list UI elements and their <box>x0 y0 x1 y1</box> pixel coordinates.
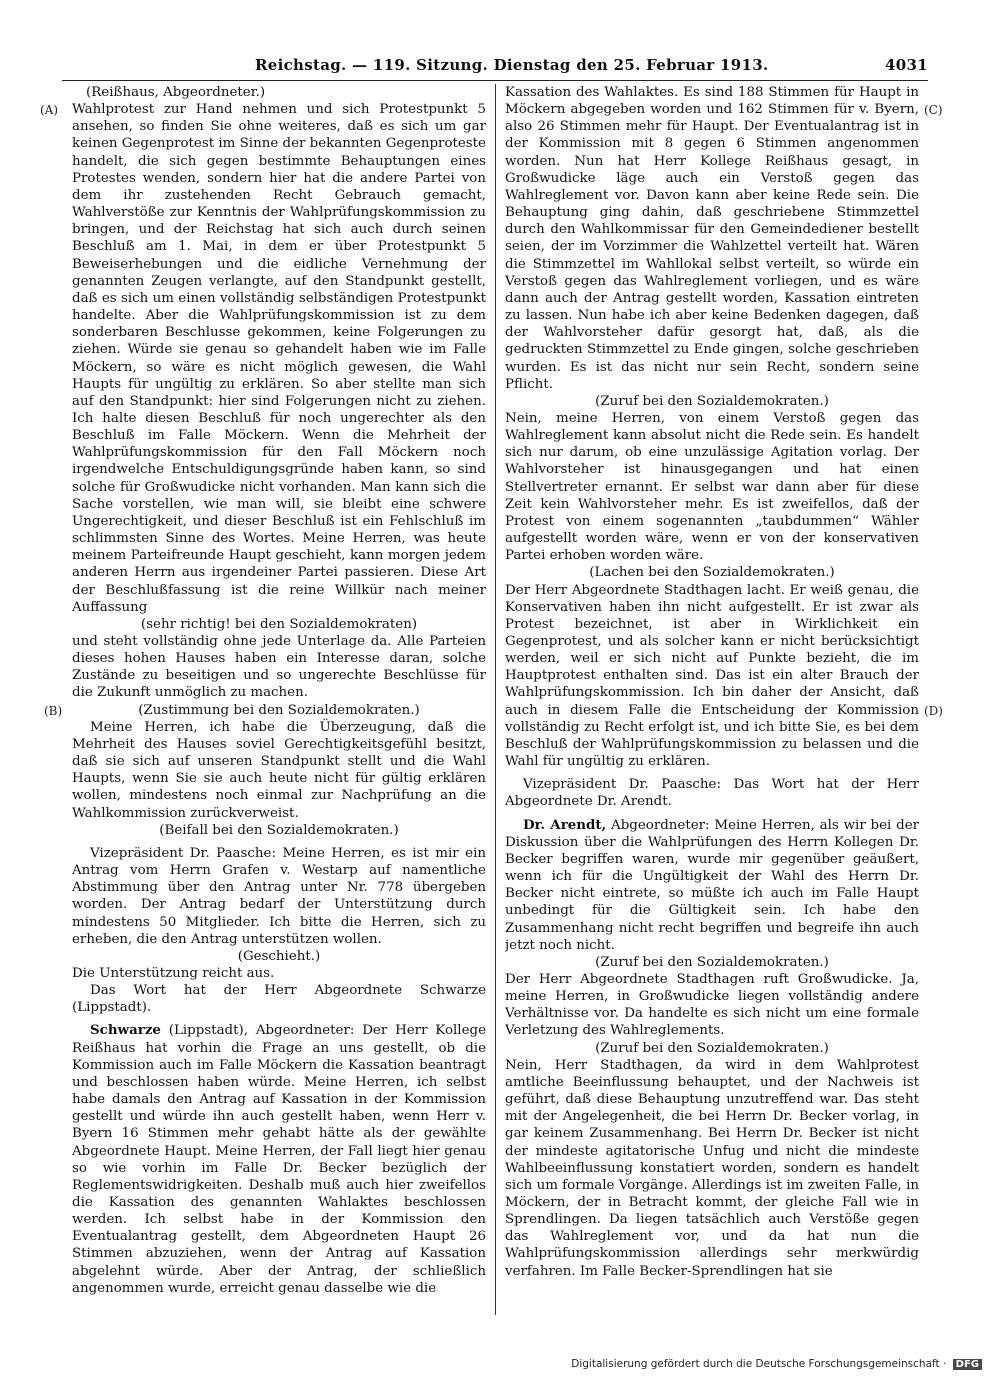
speaker-name: Dr. Arendt, <box>523 816 607 833</box>
interjection: (Geschieht.) <box>237 948 321 964</box>
speaker-name: Vizepräsident Dr. Paasche: <box>523 777 721 793</box>
paragraph: Die Unterstützung reicht aus. <box>72 965 275 981</box>
interjection: (Zuruf bei den Sozialdemokraten.) <box>595 954 829 970</box>
paragraph: Der Herr Abgeordnete Stadthagen lacht. Er weiß genau, die Konservativen haben ihn nicht aufgestellt. Er ist zwar als Protest bezeichnet, ist aber in Wirklichkeit ein Gegenprotest, und als solcher kann er nicht berücksichtigt werden, weil er sich nicht auf Punkte bezieht, die im Hauptprotest enthalten sind. Das ist ein alter Brauch der Wahlprüfungskommission. Ich bin daher der Ansicht, daß auch in diesem Falle die Entscheidung der Kommission vollständig zu Recht erfolgt ist, und ich bitte Sie, es bei dem Beschluß der Wahlprüfungskommission zu belassen und die Wahl für ungültig zu erklären. <box>505 582 919 770</box>
margin-mark-c: (C) <box>924 103 943 117</box>
paragraph: Nein, meine Herren, von einem Verstoß gegen das Wahlreglement kann absolut nicht die Rede sein. Es handelt sich nur darum, ob eine unzulässige Agitation vorlag. Der Wahlvorsteher ist hinausgegangen und hat einen Stellvertreter ernannt. Er selbst war dann aber für diese Zeit kein Wahlvorsteher mehr. Es ist zweifellos, daß der Protest von einem sogenannten „taubdummen“ Wähler aufgestellt worden wäre, wenn er von der konservativen Partei erhoben worden wäre. <box>505 410 919 564</box>
paragraph: Das Wort hat der Herr Abgeordnete Schwarze (Lippstadt). <box>72 983 486 1016</box>
page-title: Reichstag. — 119. Sitzung. Dienstag den 25. Februar 1913. <box>255 56 769 74</box>
interjection: (Lachen bei den Sozialdemokraten.) <box>589 565 835 581</box>
paragraph: Nein, Herr Stadthagen, da wird in dem Wahlprotest amtliche Beeinflussung behauptet, und der Nachweis ist geführt, daß diese Behauptung unzutreffend war. Das steht mit der Angelegenheit, die bei Herrn Dr. Becker vorlag, in gar keinem Zusammenhang. Bei Herrn Dr. Becker ist nicht der mindeste agitatorische Unfug und nicht die mindeste Wahlbeeinflussung konstatiert worden, sondern es handelt sich um formale Vorgänge. Allerdings ist im zweiten Falle, in Möckern, der in Betracht kommt, der gleiche Fall wie in Sprendlingen. Da liegen tatsächlich auch Verstöße gegen das Wahlreglement vor, und da hat nun die Wahlprüfungskommission allerdings sehr merkwürdig verfahren. Im Falle Becker-Sprendlingen hat sie <box>505 1057 919 1279</box>
margin-mark-b: (B) <box>44 704 63 718</box>
paragraph: Wahlprotest zur Hand nehmen und sich Protestpunkt 5 ansehen, so finden Sie ohne weiteres, daß es sich um gar keinen Gegenprotest im Sinne der bekannten Gegenproteste handelt, die sich gegen bestimmte Behauptungen eines Protestes wenden, sondern hier hat die andere Partei von dem ihr zustehenden Recht Gebrauch gemacht, Wahlverstöße zur Kenntnis der Wahlprüfungskommission zu bringen, und der Reichstag hat sich auch durch seinen Beschluß am 1. Mai, in dem er über Protestpunkt 5 Beweiserhebungen und die eidliche Vernehmung der genannten Zeugen verlangte, auf den Standpunkt gestellt, daß es sich um einen vollständig selbständigen Protestpunkt handelte. Aber die Wahlprüfungskommission ist zu dem sonderbaren Beschlusse gekommen, keine Folgerungen zu ziehen. Würde sie genau so gehandelt haben wie im Falle Möckern, so wäre es nicht möglich gewesen, die Wahl Haupts für ungültig zu erklären. So aber stellte man sich auf den Standpunkt: hier sind Folgerungen nicht zu ziehen. Ich halte diesen Beschluß für noch ungerechter als den Beschluß im Falle Möckern. Wenn die Mehrheit der Wahlprüfungskommission für den Fall Möckern noch irgendwelche Entschuldigungsgründe haben kann, so sind solche für Großwudicke nicht vorhanden. Man kann sich die Sache vorstellen, wie man will, sie bleibt eine schwere Ungerechtigkeit, und dieser Beschluß ist ein Fehlschluß im schlimmsten Sinne des Wortes. Meine Herren, was heute meinem Parteifreunde Haupt geschieht, kann morgen jedem anderen Herrn aus irgendeiner Partei passieren. Diese Art der Beschlußfassung ist die reine Willkür nach meiner Auffassung <box>72 102 486 615</box>
paragraph: Meine Herren, ich habe die Überzeugung, daß die Mehrheit des Hauses soviel Gerechtigkeitsgefühl besitzt, daß sie sich auf unseren Standpunkt stellt und die Wahl Haupts, wenn Sie sie auch heute nicht für gültig erklären wollen, mindestens noch einmal zur Nachprüfung an die Wahlkommission zurückverweist. <box>72 719 486 821</box>
footer-text: Digitalisierung gefördert durch die Deutsche Forschungsgemeinschaft <box>571 1358 940 1370</box>
speaker-name: Schwarze <box>90 1022 161 1039</box>
footer-credit: Digitalisierung gefördert durch die Deutsche Forschungsgemeinschaft · DFG <box>571 1358 982 1370</box>
paragraph: Dr. Arendt, Abgeordneter: Meine Herren, als wir bei der Diskussion über die Wahlprüfungen des Herrn Kollegen Dr. Becker begriffen waren, wurde mir gegenüber geäußert, wenn ich für die Ungültigkeit der Wahl des Herrn Dr. Becker nicht eintrete, so müßte ich auch im Falle Haupt unbedingt für die Gültigkeit sein. Ich habe den Zusammenhang nicht recht begriffen und begreife ihn auch jetzt noch nicht. <box>505 816 919 953</box>
header-rule <box>62 80 928 81</box>
interjection: (Zustimmung bei den Sozialdemokraten.) <box>138 702 420 718</box>
page-number: 4031 <box>885 56 928 74</box>
paragraph: und steht vollständig ohne jede Unterlage da. Alle Parteien dieses hohen Hauses haben ein Interesse daran, solche Zustände zu beseitigen und so ungerechte Beschlüsse für die Zukunft unmöglich zu machen. <box>72 634 486 701</box>
right-column <box>505 84 919 1314</box>
dfg-logo: DFG <box>953 1359 982 1370</box>
left-column <box>72 84 486 1314</box>
interjection: (Beifall bei den Sozialdemokraten.) <box>159 822 399 838</box>
speaker-name: Vizepräsident Dr. Paasche: <box>90 845 276 861</box>
paragraph: Vizepräsident Dr. Paasche: Das Wort hat der Herr Abgeordnete Dr. Arendt. <box>505 777 919 810</box>
page-header <box>60 52 928 78</box>
margin-mark-d: (D) <box>924 704 943 718</box>
interjection: (Zuruf bei den Sozialdemokraten.) <box>595 1040 829 1056</box>
interjection: (Zuruf bei den Sozialdemokraten.) <box>595 393 829 409</box>
interjection: (sehr richtig! bei den Sozialdemokraten) <box>140 616 418 632</box>
paragraph: Vizepräsident Dr. Paasche: Meine Herren, es ist mir ein Antrag vom Herrn Grafen v. Westarp auf namentliche Abstimmung über den Antrag unter Nr. 778 übergeben worden. Der Antrag bedarf der Unterstützung durch mindestens 50 Mitglieder. Ich bitte die Herren, sich zu erheben, die den Antrag unterstützen wollen. <box>72 845 486 947</box>
margin-mark-a: (A) <box>40 103 59 117</box>
paragraph: Der Herr Abgeordnete Stadthagen ruft Großwudicke. Ja, meine Herren, in Großwudicke liegen vollständig andere Verhältnisse vor. Da handelte es sich nicht um eine formale Verletzung des Wahlreglements. <box>505 971 919 1039</box>
paragraph: Kassation des Wahlaktes. Es sind 188 Stimmen für Haupt in Möckern abgegeben worden und 162 Stimmen für v. Byern, also 26 Stimmen mehr für Haupt. Der Eventualantrag ist in der Kommission mit 8 gegen 6 Stimmen angenommen worden. Nun hat Herr Kollege Reißhaus gesagt, in Großwudicke läge auch ein Verstoß gegen das Wahlreglement vor. Davon kann aber keine Rede sein. Die Behauptung ging dahin, daß geschriebene Stimmzettel durch den Wahlkommissar für den Gemeindediener bestellt seien, der im Vorzimmer die Wahlzettel verteilt hat. Wären die Stimmzettel im Wahllokal selbst verteilt, so würde ein Verstoß gegen das Wahlreglement vorliegen, und es wäre dann auch der Antrag gestellt worden, Kassation eintreten zu lassen. Nun habe ich aber keine Bedenken dagegen, daß der Wahlvorsteher dafür gesorgt hat, daß, als die gedruckten Stimmzettel zu Ende gingen, solche geschrieben wurden. Es ist das nicht nur sein Recht, sondern seine Pflicht. <box>505 85 919 392</box>
speaker-tag: (Reißhaus, Abgeordneter.) <box>86 85 266 100</box>
paragraph: Schwarze (Lippstadt), Abgeordneter: Der Herr Kollege Reißhaus hat vorhin die Frage an uns gestellt, ob die Kommission auch im Falle Möckern die Kassation beantragt und beschlossen haben würde. Meine Herren, ich selbst habe damals den Antrag auf Kassation in der Kommission gestellt und würde ihn auch gestellt haben, wenn Herr v. Byern 16 Stimmen mehr gehabt hätte als der gewählte Abgeordnete Haupt. Meine Herren, der Fall liegt hier genau so wie vorhin im Falle Dr. Becker bezüglich der Reglementswidrigkeiten. Deshalb muß auch hier zweifellos die Kassation des genannten Wahlaktes beschlossen werden. Ich selbst habe in der Kommission den Eventualantrag gestellt, dem Abgeordneten Haupt 26 Stimmen abzuziehen, wenn der Antrag auf Kassation abgelehnt würde. Aber der Antrag, der schließlich angenommen wurde, erreicht genau dasselbe wie die <box>72 1022 486 1296</box>
column-divider <box>495 84 496 1315</box>
